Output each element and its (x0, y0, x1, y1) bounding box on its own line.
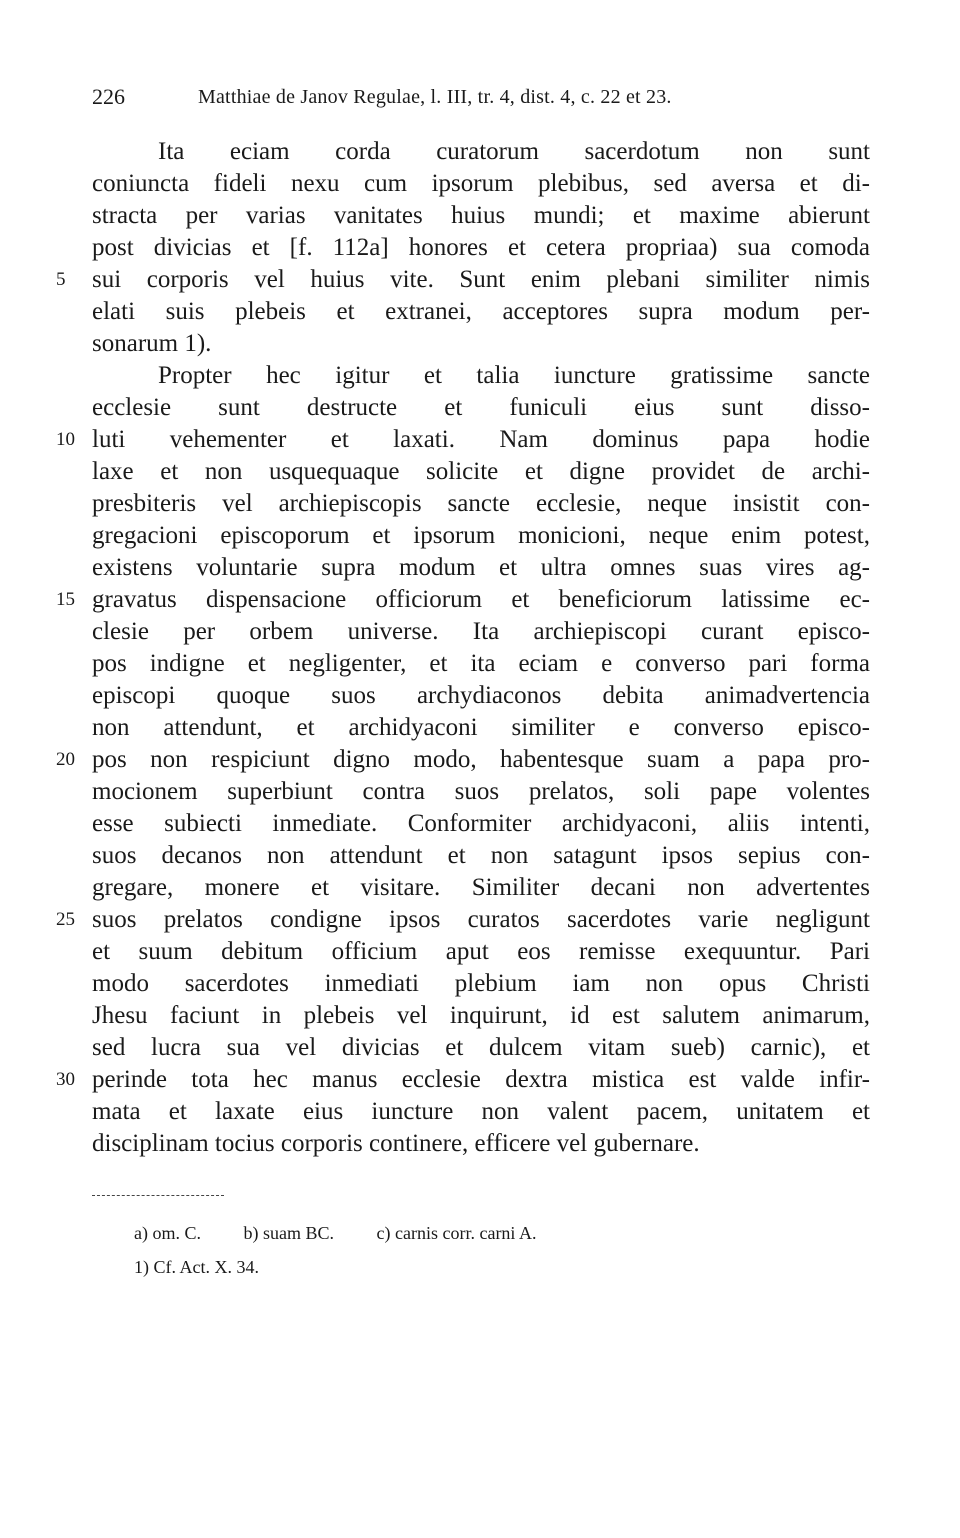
text-line: sonarum 1). (92, 330, 212, 357)
footnote-separator (92, 1195, 224, 1197)
text-line: ecclesie sunt destructe et funiculi eius sunt disso- (92, 394, 870, 421)
text-line: stracta per varias vanitates huius mundi; et maxime abierunt (92, 202, 870, 229)
text-line: clesie per orbem universe. Ita archiepiscopi curant episco- (92, 618, 870, 645)
text-line: existens voluntarie supra modum et ultra omnes suas vires ag- (92, 554, 870, 581)
footnote-c: c) carnis corr. carni A. (376, 1223, 537, 1243)
text-line: gregare, monere et visitare. Similiter decani non advertentes (92, 874, 870, 901)
text-line: sui corporis vel huius vite. Sunt enim plebani similiter nimis (92, 266, 870, 293)
text-line: gregacioni episcoporum et ipsorum monicioni, neque enim potest, (92, 522, 870, 549)
footnote-b: b) suam BC. (243, 1223, 335, 1243)
running-header (92, 82, 872, 112)
text-line: suos prelatos condigne ipsos curatos sacerdotes varie negligunt (92, 906, 870, 933)
footnote-line (134, 1254, 297, 1280)
text-line: presbiteris vel archiepiscopis sancte ecclesie, neque insistit con- (92, 490, 870, 517)
text-line: disciplinam tocius corporis continere, efficere vel gubernare. (92, 1130, 700, 1157)
text-line: luti vehementer et laxati. Nam dominus papa hodie (92, 426, 870, 453)
text-line: episcopi quoque suos archydiaconos debita animadvertencia (92, 682, 870, 709)
text-line: Jhesu faciunt in plebeis vel inquirunt, id est salutem animarum, (92, 1002, 870, 1029)
text-line: non attendunt, et archidyaconi similiter e converso episco- (92, 714, 870, 741)
footnote-1: 1) Cf. Act. X. 34. (134, 1257, 259, 1277)
page-number: 226 (92, 84, 125, 109)
text-line: suos decanos non attendunt et non satagunt ipsos sepius con- (92, 842, 870, 869)
line-number: 5 (56, 269, 66, 290)
line-number: 25 (56, 909, 75, 930)
text-line: modo sacerdotes inmediati plebium iam non opus Christi (92, 970, 870, 997)
line-number: 10 (56, 429, 75, 450)
text-line: pos indigne et negligenter, et ita eciam e converso pari forma (92, 650, 870, 677)
line-number: 30 (56, 1069, 75, 1090)
text-line: Ita eciam corda curatorum sacerdotum non sunt (158, 138, 870, 165)
text-line: esse subiecti inmediate. Conformiter archidyaconi, aliis intenti, (92, 810, 870, 837)
footnote-a: a) om. C. (134, 1223, 201, 1243)
text-line: mocionem superbiunt contra suos prelatos, soli pape volentes (92, 778, 870, 805)
text-line: Propter hec igitur et talia iuncture gratissime sancte (158, 362, 870, 389)
text-line: gravatus dispensacione officiorum et beneficiorum latissime ec- (92, 586, 870, 613)
running-title: Matthiae de Janov Regulae, l. III, tr. 4, dist. 4, c. 22 et 23. (198, 86, 672, 108)
footnote-line (134, 1220, 574, 1246)
text-line: mata et laxate eius iuncture non valent pacem, unitatem et (92, 1098, 870, 1125)
line-number: 15 (56, 589, 75, 610)
text-line: sed lucra sua vel divicias et dulcem vitam sueb) carnic), et (92, 1034, 870, 1061)
text-line: coniuncta fideli nexu cum ipsorum plebibus, sed aversa et di- (92, 170, 870, 197)
text-line: post divicias et [f. 112a] honores et cetera propriaa) sua comoda (92, 234, 870, 261)
text-line: elati suis plebeis et extranei, acceptores supra modum per- (92, 298, 870, 325)
line-number: 20 (56, 749, 75, 770)
text-line: perinde tota hec manus ecclesie dextra mistica est valde infir- (92, 1066, 870, 1093)
text-line: pos non respiciunt digno modo, habentesque suam a papa pro- (92, 746, 870, 773)
text-line: laxe et non usquequaque solicite et digne providet de archi- (92, 458, 870, 485)
text-line: et suum debitum officium aput eos remisse exequuntur. Pari (92, 938, 870, 965)
